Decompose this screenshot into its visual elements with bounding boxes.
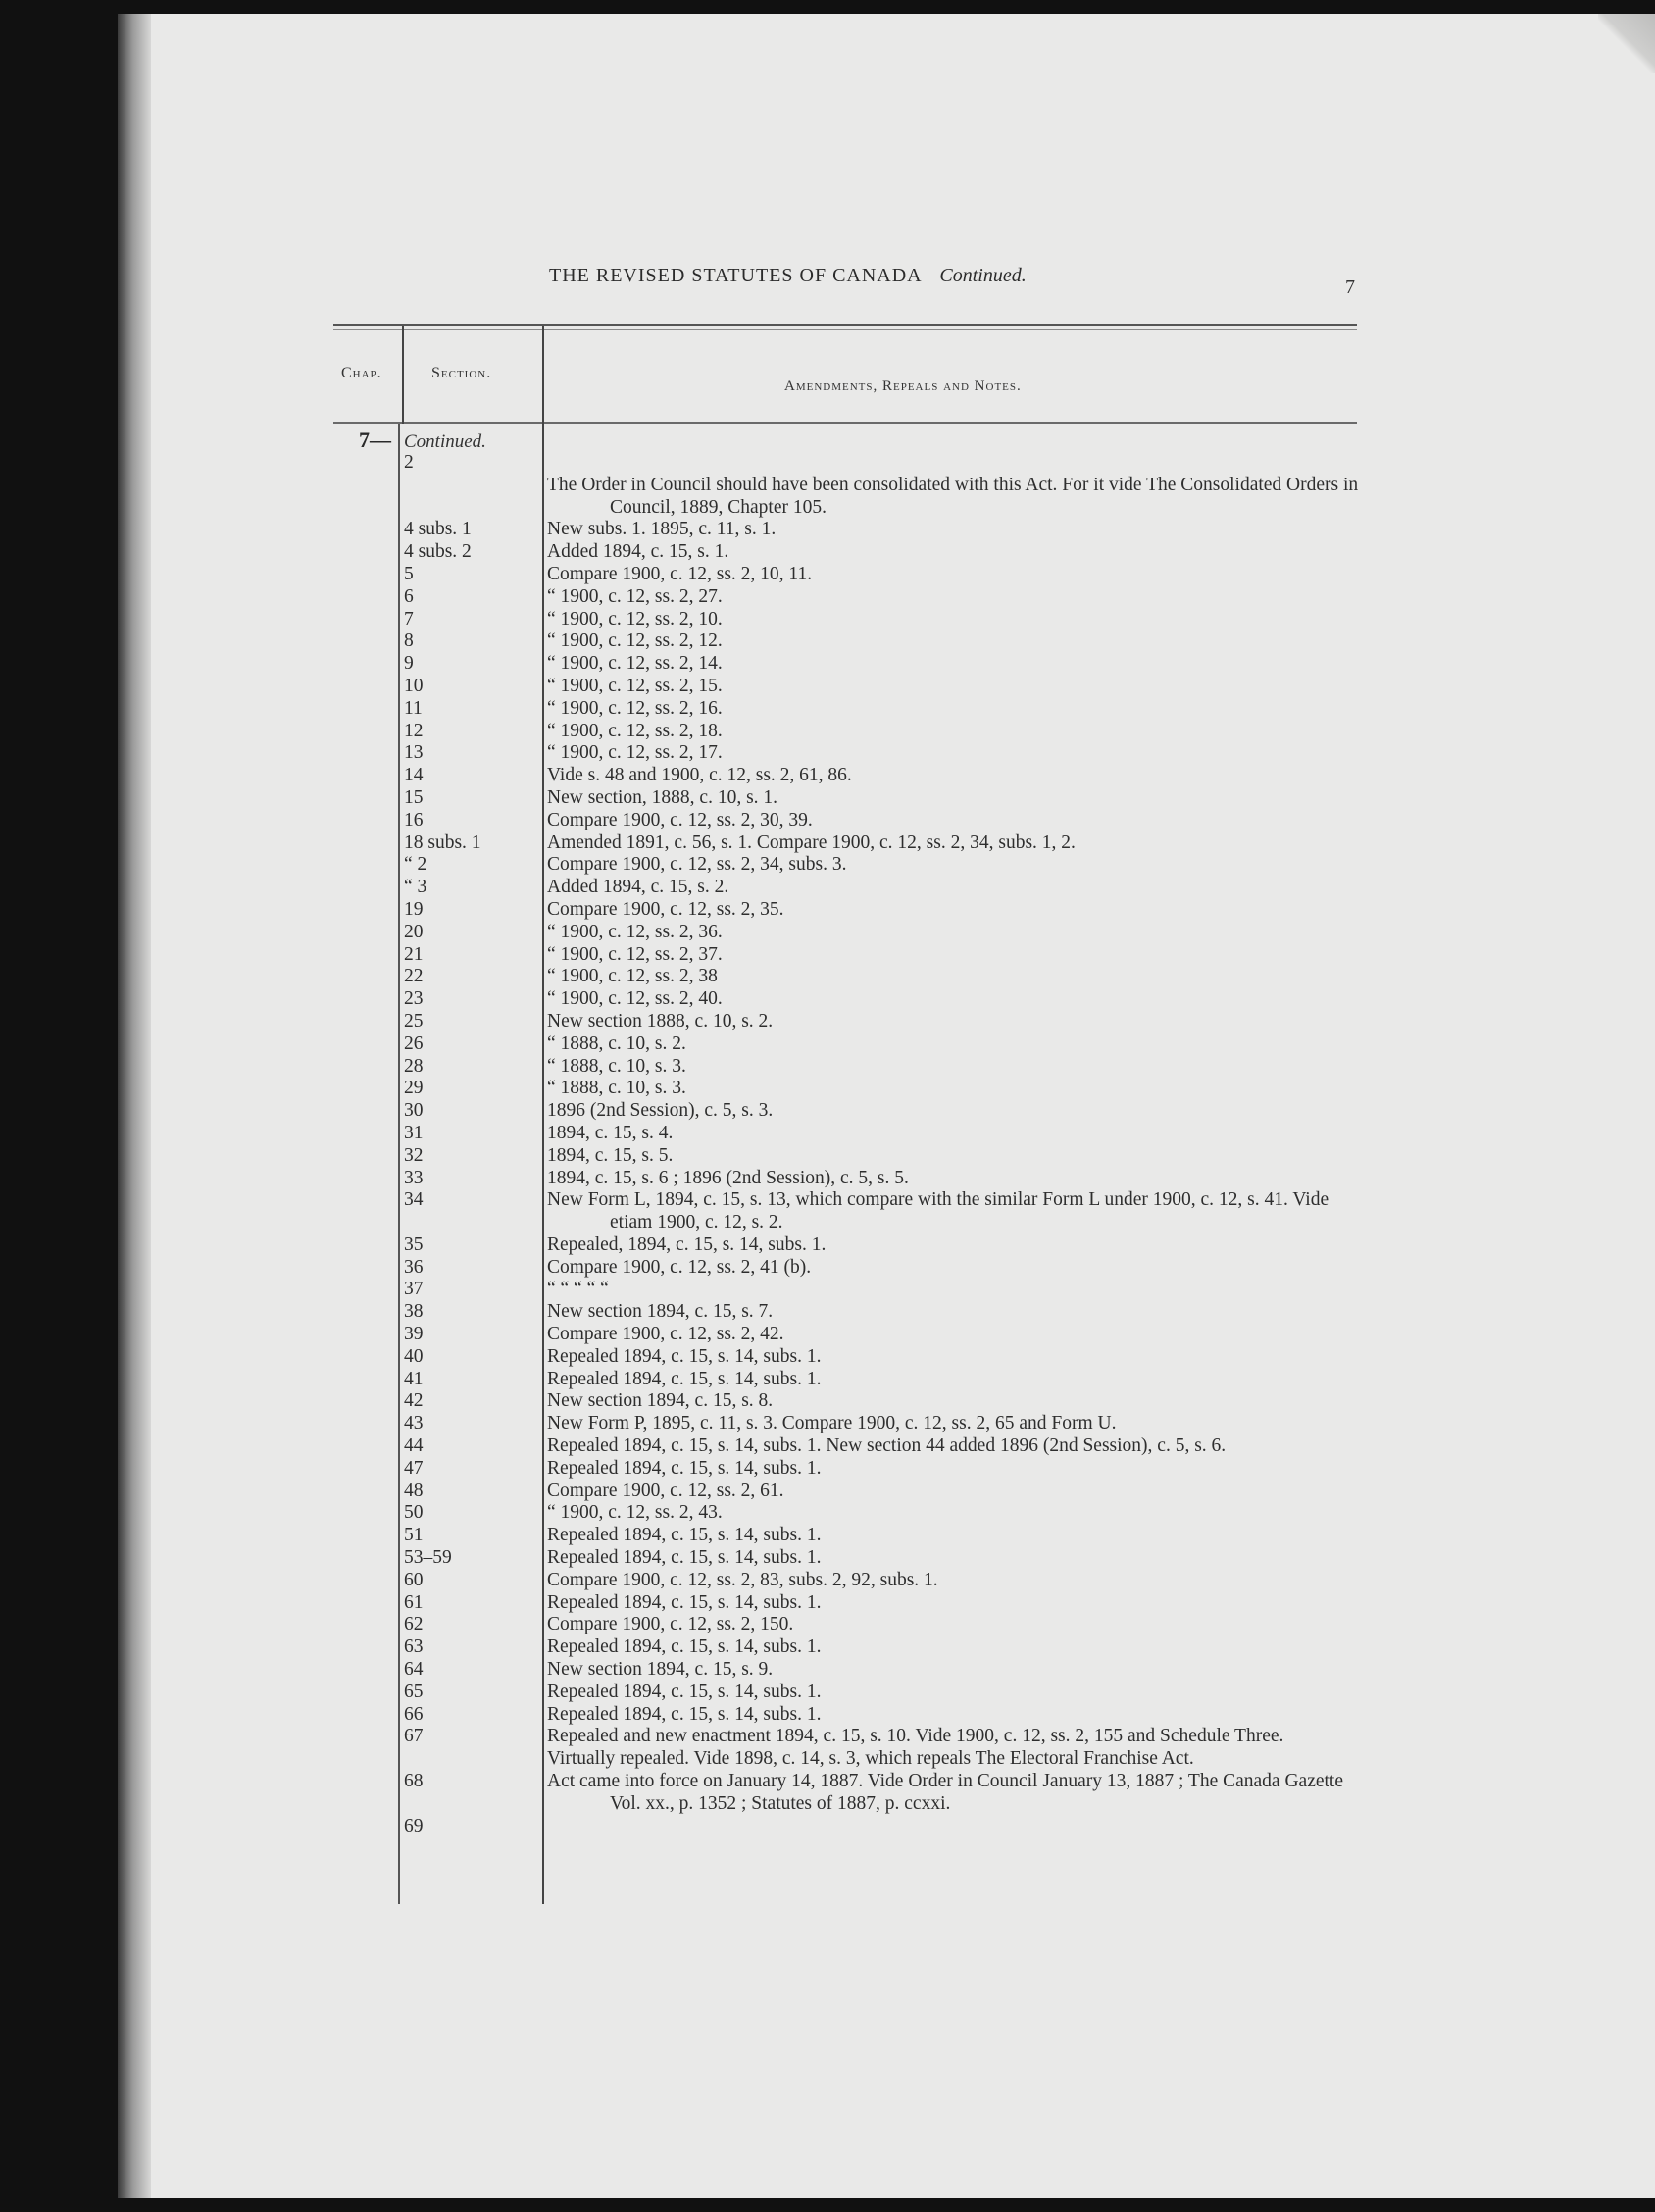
header-underline-rule <box>333 422 1357 424</box>
section-cell: 2 <box>404 452 414 473</box>
table-row <box>0 452 1655 475</box>
note-text: Repealed 1894, c. 15, s. 14, subs. 1. <box>547 1547 822 1569</box>
table-row <box>0 1279 1655 1301</box>
note-text: New section 1888, c. 10, s. 2. <box>547 1010 774 1031</box>
table-row <box>0 1078 1655 1100</box>
table-row <box>0 653 1655 676</box>
table-row <box>0 1189 1655 1234</box>
note-text: 1896 (2nd Session), c. 5, s. 3. <box>547 1100 774 1122</box>
section-cell: 63 <box>404 1636 424 1658</box>
note-text: Repealed 1894, c. 15, s. 14, subs. 1. New section 44 added 1896 (2nd Session), c. 5, s. 6. <box>547 1435 1227 1457</box>
note-cell <box>547 810 1361 832</box>
note-text: Compare 1900, c. 12, ss. 2, 10, 11. <box>547 563 813 584</box>
section-cell: 23 <box>404 988 424 1010</box>
note-text: “ 1888, c. 10, s. 2. <box>547 1032 686 1054</box>
table-row <box>0 1481 1655 1503</box>
section-cell: 69 <box>404 1815 424 1836</box>
section-cell: 33 <box>404 1167 424 1188</box>
note-cell <box>547 1636 1361 1659</box>
note-text: “ 1900, c. 12, ss. 2, 40. <box>547 988 723 1010</box>
section-cell: 4 subs. 1 <box>404 519 472 540</box>
table-row <box>0 721 1655 743</box>
table-row <box>0 832 1655 855</box>
section-cell: 60 <box>404 1569 424 1590</box>
section-cell: “ 3 <box>404 877 427 898</box>
column-header-chap: Chap. <box>341 365 382 381</box>
note-text: Repealed 1894, c. 15, s. 14, subs. 1. <box>547 1345 822 1367</box>
note-text: 1894, c. 15, s. 6 ; 1896 (2nd Session), c. 5, s. 5. <box>547 1167 909 1188</box>
table-row <box>0 1301 1655 1324</box>
section-cell: 9 <box>404 653 414 675</box>
note-text: Added 1894, c. 15, s. 1. <box>547 541 729 563</box>
note-cell <box>547 1324 1361 1346</box>
table-row <box>0 1592 1655 1615</box>
table-row <box>0 922 1655 944</box>
section-cell: 7 <box>404 608 414 629</box>
table-row <box>0 877 1655 899</box>
table-row <box>0 1435 1655 1458</box>
note-cell <box>547 1011 1361 1033</box>
note-cell <box>547 1257 1361 1280</box>
section-cell: 32 <box>404 1144 424 1166</box>
note-text: “ 1900, c. 12, ss. 2, 27. <box>547 585 723 607</box>
section-cell: 29 <box>404 1078 424 1099</box>
note-text: “ 1900, c. 12, ss. 2, 10. <box>547 608 723 629</box>
note-cell <box>547 1771 1361 1816</box>
table-row <box>0 1123 1655 1145</box>
note-cell <box>547 1390 1361 1413</box>
note-text: “ 1900, c. 12, ss. 2, 37. <box>547 943 723 965</box>
note-cell <box>547 765 1361 787</box>
section-cell: 43 <box>404 1413 424 1434</box>
section-cell: 53–59 <box>404 1547 452 1569</box>
note-cell <box>547 609 1361 631</box>
table-row <box>0 988 1655 1011</box>
note-cell <box>547 1726 1361 1748</box>
table-row <box>0 1413 1655 1435</box>
note-cell <box>547 1033 1361 1056</box>
section-cell: 62 <box>404 1614 424 1635</box>
note-text: Amended 1891, c. 56, s. 1. Compare 1900, c. 12, ss. 2, 34, subs. 1, 2. <box>547 831 1076 853</box>
note-text: New Form P, 1895, c. 11, s. 3. Compare 1900, c. 12, ss. 2, 65 and Form U. <box>547 1413 1117 1434</box>
table-row <box>0 765 1655 787</box>
note-text: “ 1900, c. 12, ss. 2, 16. <box>547 697 723 719</box>
note-cell <box>547 519 1361 541</box>
note-cell <box>547 1525 1361 1547</box>
note-cell <box>547 1481 1361 1503</box>
note-cell <box>547 1502 1361 1525</box>
note-cell <box>547 452 1361 475</box>
note-cell <box>547 899 1361 922</box>
note-text: Compare 1900, c. 12, ss. 2, 41 (b). <box>547 1256 812 1278</box>
section-cell: 34 <box>404 1189 424 1211</box>
note-cell <box>547 854 1361 877</box>
section-cell: 40 <box>404 1345 424 1367</box>
note-text: The Order in Council should have been consolidated with this Act. For it vide The Consolidated Orders in Council, 1889, Chapter 105. <box>547 474 1359 518</box>
section-cell: 35 <box>404 1233 424 1255</box>
section-cell: 31 <box>404 1122 424 1143</box>
section-cell: 12 <box>404 720 424 741</box>
note-cell <box>547 653 1361 676</box>
note-text: Compare 1900, c. 12, ss. 2, 83, subs. 2, 92, subs. 1. <box>547 1569 938 1590</box>
table-row <box>0 810 1655 832</box>
note-text: Added 1894, c. 15, s. 2. <box>547 877 729 898</box>
note-text: Repealed 1894, c. 15, s. 14, subs. 1. <box>547 1591 822 1613</box>
chapter-number: 7— <box>359 427 391 452</box>
section-cell: 22 <box>404 966 424 987</box>
note-cell <box>547 1458 1361 1481</box>
note-text: “ 1888, c. 10, s. 3. <box>547 1078 686 1099</box>
table-row <box>0 1033 1655 1056</box>
note-cell <box>547 1145 1361 1168</box>
section-cell: 48 <box>404 1480 424 1501</box>
note-text: Repealed 1894, c. 15, s. 14, subs. 1. <box>547 1703 822 1725</box>
table-row <box>0 1234 1655 1257</box>
column-divider-chap-header <box>402 326 404 424</box>
table-row <box>0 1659 1655 1682</box>
note-cell <box>547 1346 1361 1369</box>
running-head <box>549 265 1027 287</box>
note-cell <box>547 787 1361 810</box>
top-rule-2 <box>333 329 1357 330</box>
note-text: “ “ “ “ “ <box>547 1279 609 1300</box>
section-cell: 36 <box>404 1256 424 1278</box>
section-cell: 61 <box>404 1591 424 1613</box>
note-cell <box>547 698 1361 721</box>
note-cell <box>547 541 1361 564</box>
section-cell: 42 <box>404 1390 424 1412</box>
note-cell <box>547 742 1361 765</box>
section-cell: 26 <box>404 1032 424 1054</box>
table-row <box>0 630 1655 653</box>
note-text: Compare 1900, c. 12, ss. 2, 61. <box>547 1480 784 1501</box>
note-cell <box>547 586 1361 609</box>
note-cell <box>547 1547 1361 1570</box>
table-row <box>0 1748 1655 1771</box>
note-cell <box>547 1369 1361 1391</box>
note-text: New section 1894, c. 15, s. 8. <box>547 1390 774 1412</box>
table-row <box>0 966 1655 988</box>
note-text: Repealed and new enactment 1894, c. 15, s. 10. Vide 1900, c. 12, ss. 2, 155 and Schedule Three. <box>547 1726 1284 1747</box>
note-cell <box>547 1123 1361 1145</box>
note-cell <box>547 1168 1361 1190</box>
note-cell <box>547 1413 1361 1435</box>
section-cell: 19 <box>404 898 424 920</box>
note-text: “ 1900, c. 12, ss. 2, 17. <box>547 742 723 764</box>
table-row <box>0 1771 1655 1816</box>
note-cell <box>547 1056 1361 1079</box>
note-text: Act came into force on January 14, 1887. Vide Order in Council January 13, 1887 ; The Canada Gazette Vol. xx., p. 1352 ; Statutes of 1887, p. ccxxi. <box>547 1771 1343 1814</box>
note-cell <box>547 877 1361 899</box>
section-cell: 64 <box>404 1659 424 1681</box>
section-cell: 30 <box>404 1100 424 1122</box>
section-cell: 47 <box>404 1457 424 1479</box>
table-row <box>0 1011 1655 1033</box>
note-text: Compare 1900, c. 12, ss. 2, 35. <box>547 898 784 920</box>
note-cell <box>547 1435 1361 1458</box>
note-cell <box>547 1659 1361 1682</box>
section-cell: 11 <box>404 697 423 719</box>
note-text: Vide s. 48 and 1900, c. 12, ss. 2, 61, 86. <box>547 765 852 786</box>
table-row <box>0 564 1655 586</box>
note-cell <box>547 1592 1361 1615</box>
table-row <box>0 944 1655 967</box>
note-cell <box>547 1748 1361 1771</box>
note-cell <box>547 630 1361 653</box>
table-row <box>0 1390 1655 1413</box>
note-text: Compare 1900, c. 12, ss. 2, 150. <box>547 1614 794 1635</box>
section-cell: 5 <box>404 563 414 584</box>
table-row <box>0 854 1655 877</box>
section-cell: 44 <box>404 1435 424 1457</box>
table-row <box>0 1636 1655 1659</box>
note-cell <box>547 1682 1361 1704</box>
table-row <box>0 1704 1655 1727</box>
note-cell <box>547 966 1361 988</box>
note-cell <box>547 676 1361 698</box>
table-row <box>0 1525 1655 1547</box>
note-text: New section 1894, c. 15, s. 9. <box>547 1659 774 1681</box>
note-text <box>547 452 1361 475</box>
table-row <box>0 1324 1655 1346</box>
note-cell <box>547 988 1361 1011</box>
section-cell: 67 <box>404 1726 424 1747</box>
note-text: “ 1900, c. 12, ss. 2, 38 <box>547 966 718 987</box>
table-row <box>0 1614 1655 1636</box>
note-text: New Form L, 1894, c. 15, s. 13, which compare with the similar Form L under 1900, c. 12, s. 41. Vide etiam 1900, c. 12, s. 2. <box>547 1189 1329 1233</box>
section-cell: 14 <box>404 765 424 786</box>
top-rule-1 <box>333 324 1357 326</box>
table-row <box>0 519 1655 541</box>
note-cell <box>547 1570 1361 1592</box>
table-row <box>0 475 1655 520</box>
note-text: “ 1900, c. 12, ss. 2, 14. <box>547 653 723 675</box>
table-row <box>0 1056 1655 1079</box>
note-cell <box>547 1189 1361 1234</box>
note-text: Compare 1900, c. 12, ss. 2, 30, 39. <box>547 809 813 830</box>
section-cell: 51 <box>404 1525 424 1546</box>
section-cell: 66 <box>404 1703 424 1725</box>
section-cell: 38 <box>404 1301 424 1323</box>
table-row <box>0 1726 1655 1748</box>
table-row <box>0 899 1655 922</box>
note-text: Repealed 1894, c. 15, s. 14, subs. 1. <box>547 1457 822 1479</box>
note-text: New section, 1888, c. 10, s. 1. <box>547 786 778 808</box>
table-row <box>0 1100 1655 1123</box>
running-head-title: THE REVISED STATUTES OF CANADA <box>549 265 923 286</box>
note-cell <box>547 1704 1361 1727</box>
note-text: New section 1894, c. 15, s. 7. <box>547 1301 774 1323</box>
section-cell: 20 <box>404 921 424 942</box>
section-cell: 6 <box>404 585 414 607</box>
table-row <box>0 609 1655 631</box>
section-cell: 15 <box>404 786 424 808</box>
section-cell: 41 <box>404 1368 424 1389</box>
note-text: “ 1900, c. 12, ss. 2, 15. <box>547 675 723 696</box>
section-cell: 4 subs. 2 <box>404 541 472 563</box>
note-text: “ 1900, c. 12, ss. 2, 18. <box>547 720 723 741</box>
section-cell: 10 <box>404 675 424 696</box>
note-text: Repealed, 1894, c. 15, s. 14, subs. 1. <box>547 1233 827 1255</box>
table-row <box>0 1682 1655 1704</box>
column-header-notes: Amendments, Repeals and Notes. <box>784 378 1022 394</box>
section-cell: 18 subs. 1 <box>404 831 481 853</box>
note-text: Compare 1900, c. 12, ss. 2, 42. <box>547 1324 784 1345</box>
note-cell <box>547 1301 1361 1324</box>
section-cell: 16 <box>404 809 424 830</box>
note-cell <box>547 832 1361 855</box>
table-row <box>0 698 1655 721</box>
table-row <box>0 1570 1655 1592</box>
section-cell: 68 <box>404 1771 424 1792</box>
note-text: New subs. 1. 1895, c. 11, s. 1. <box>547 519 777 540</box>
note-cell <box>547 1816 1361 1838</box>
table-row <box>0 1458 1655 1481</box>
note-cell <box>547 922 1361 944</box>
section-cell: 50 <box>404 1502 424 1524</box>
table-row <box>0 1168 1655 1190</box>
section-cell: 28 <box>404 1055 424 1077</box>
note-text: Compare 1900, c. 12, ss. 2, 34, subs. 3. <box>547 854 847 876</box>
note-text: Repealed 1894, c. 15, s. 14, subs. 1. <box>547 1636 822 1658</box>
section-cell: 37 <box>404 1279 424 1300</box>
note-text: Virtually repealed. Vide 1898, c. 14, s. 3, which repeals The Electoral Franchise Act. <box>547 1748 1194 1770</box>
note-text <box>547 1816 1361 1838</box>
table-row <box>0 1816 1655 1838</box>
note-text: “ 1900, c. 12, ss. 2, 43. <box>547 1502 723 1524</box>
section-cell: 8 <box>404 630 414 652</box>
table-row <box>0 586 1655 609</box>
section-cell: “ 2 <box>404 854 427 876</box>
note-cell <box>547 475 1361 520</box>
note-text: Repealed 1894, c. 15, s. 14, subs. 1. <box>547 1368 822 1389</box>
note-cell <box>547 944 1361 967</box>
table-row <box>0 1547 1655 1570</box>
table-row <box>0 676 1655 698</box>
note-cell <box>547 721 1361 743</box>
note-text: “ 1900, c. 12, ss. 2, 12. <box>547 630 723 652</box>
page-corner-curl <box>1598 14 1655 73</box>
note-text: Repealed 1894, c. 15, s. 14, subs. 1. <box>547 1681 822 1702</box>
note-text: “ 1888, c. 10, s. 3. <box>547 1055 686 1077</box>
note-cell <box>547 564 1361 586</box>
amendments-table <box>0 452 1655 1837</box>
section-cell: 65 <box>404 1681 424 1702</box>
table-row <box>0 1145 1655 1168</box>
table-row <box>0 742 1655 765</box>
page-number: 7 <box>1345 276 1355 298</box>
section-cell: 21 <box>404 943 424 965</box>
table-row <box>0 541 1655 564</box>
note-cell <box>547 1234 1361 1257</box>
table-row <box>0 1502 1655 1525</box>
note-cell <box>547 1100 1361 1123</box>
note-cell <box>547 1078 1361 1100</box>
chapter-continued-label: Continued. <box>404 431 486 452</box>
table-row <box>0 1369 1655 1391</box>
note-text: 1894, c. 15, s. 4. <box>547 1122 674 1143</box>
note-text: “ 1900, c. 12, ss. 2, 36. <box>547 921 723 942</box>
column-header-section: Section. <box>431 365 492 381</box>
table-row <box>0 787 1655 810</box>
section-cell: 39 <box>404 1324 424 1345</box>
note-cell <box>547 1279 1361 1301</box>
table-row <box>0 1257 1655 1280</box>
section-cell: 25 <box>404 1010 424 1031</box>
note-cell <box>547 1614 1361 1636</box>
note-text: Repealed 1894, c. 15, s. 14, subs. 1. <box>547 1525 822 1546</box>
table-row <box>0 1346 1655 1369</box>
section-cell: 13 <box>404 742 424 764</box>
note-text: 1894, c. 15, s. 5. <box>547 1144 674 1166</box>
running-head-continued: —Continued. <box>922 265 1027 286</box>
